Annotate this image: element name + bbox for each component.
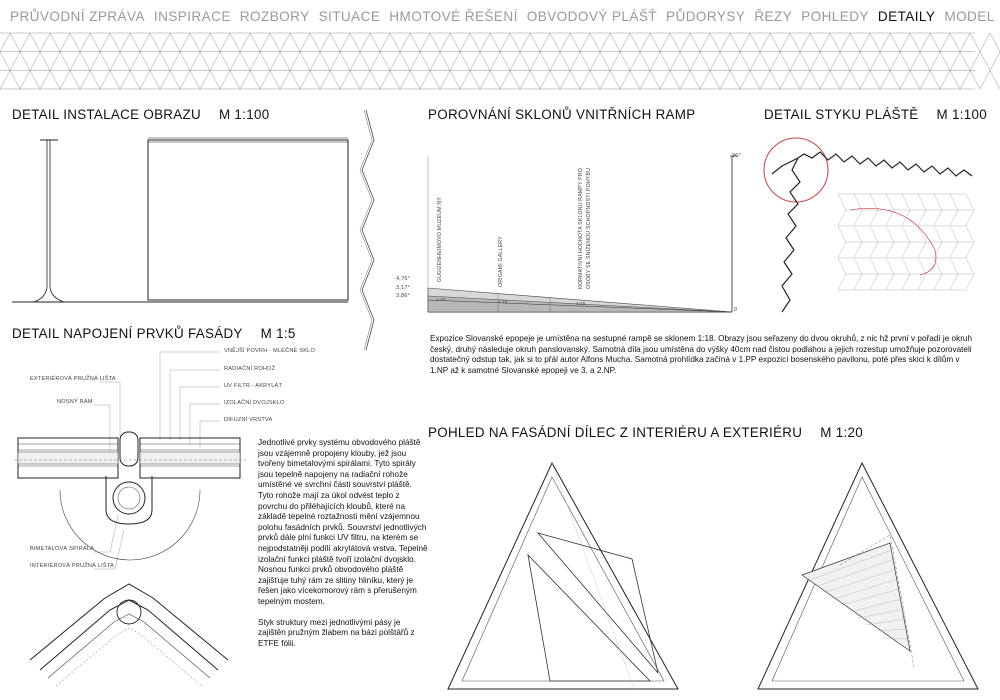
ramp-ratio-3: 1:15 <box>576 301 586 306</box>
label-vnejsi-povrch: VNĚJŠÍ POVRH - MLÉČNÉ SKLO <box>224 348 315 354</box>
ramp-ratio-2: 1:18 <box>498 299 508 304</box>
label-uv-filtr: UV FILTR - AKRYLÁT <box>224 383 283 389</box>
label-izolacni-dvojsklo: IZOLAČNÍ DVOJSKLO <box>224 400 285 406</box>
nav-item-rozbory[interactable]: ROZBORY <box>239 9 310 24</box>
slope-label-1: 4,76° <box>396 276 411 282</box>
angle-0-label: 0 <box>734 307 738 313</box>
shell-joint-drawing <box>760 130 980 320</box>
slope-label-2: 3,17° <box>396 285 411 291</box>
nav-item-pruvodni-zprava[interactable]: PRŮVODNÍ ZPRÁVA <box>10 9 145 24</box>
nav-item-inspirace[interactable]: INSPIRACE <box>153 9 231 24</box>
facade-panel-triangles <box>440 455 980 695</box>
ramp-label-guggenheim: GUGGENHEIMOVO MUZEUM NY <box>437 196 443 282</box>
nav-item-detaily[interactable]: DETAILY <box>877 9 936 24</box>
title-pohled-na-fasadni-dilec: POHLED NA FASÁDNÍ DÍLEC Z INTERIÉRU A EXTERIÉRU M 1:20 <box>428 425 863 440</box>
ramp-label-normativ-2: OSOBY SE SNÍŽENOU SCHOPNOSTÍ POHYBU <box>586 167 592 289</box>
title-porovnani-sklonu: POROVNÁNÍ SKLONŮ VNITŘNÍCH RAMP <box>428 107 696 122</box>
nav-item-obvodovy-plast[interactable]: OBVODOVÝ PLÁŠŤ <box>526 9 658 24</box>
title-detail-styku-plaste: DETAIL STYKU PLÁŠTĚ M 1:100 <box>764 107 988 122</box>
nav-item-hmotove-reseni[interactable]: HMOTOVÉ ŘEŠENÍ <box>389 9 518 24</box>
angle-90-label: 90° <box>732 153 742 159</box>
slope-label-3: 3,86° <box>396 293 411 299</box>
facade-paragraph-2: Nosnou funkci prvků obvodového pláště zajišťuje tuhý rám ze slitiny hliníku, který je řešen jako vícekomorový rám s přerušeným tepelným mostem. <box>258 565 417 606</box>
label-nosny-ram: NOSNÝ RÁM <box>57 399 93 405</box>
nav-item-pohledy[interactable]: POHLEDY <box>801 9 869 24</box>
label-radiacni-rohoz: RADIAČNÍ ROHOŽ <box>224 366 276 372</box>
label-exterierova-lista: EXTERIÉROVÁ PRUŽNÁ LIŠTA <box>30 376 116 382</box>
ramp-label-normativ-1: NORMATIVNÍ HODNOTA SKLONU RAMPY PRO <box>578 167 584 289</box>
ramp-label-origami: ORIGAMI GALLERY <box>498 236 504 287</box>
facade-paragraph-1: Jednotlivé prvky systému obvodového pláště jsou vzájemně propojeny klouby, jež jsou tvořeny bimetalovými spirálami. Tyto spirály jsou tepelně napojeny na radiační rohože umístěné ve svrchní části souvrství pláště. Tyto rohože mají za úkol odvést teplo z povrchu do přiléhajících kloubů, které na základě tepelné roztažnosti mění vzájemnou polohu fasádních prvků. Souvrství jednotlivých prvků dále plní funkci UV filtru, na kterém se nejpodstatněji podílí akrylátová vrstva. Tepelně izolační funkci pláště tvoří izolační dvojsklo. <box>258 438 428 564</box>
ramp-ratio-1: 1:20 <box>436 297 446 302</box>
top-navigation <box>10 9 1000 29</box>
nav-item-pudorysy[interactable]: PŮDORYSY <box>666 9 746 24</box>
title-detail-instalace-obrazu: DETAIL INSTALACE OBRAZU M 1:100 <box>12 107 270 122</box>
facade-joint-drawing <box>0 340 260 700</box>
triangle-pattern-band <box>0 33 975 89</box>
label-interierova-lista: INTERIÉROVÁ PRUŽNÁ LIŠTA <box>30 563 114 569</box>
title-detail-napojeni-prvku: DETAIL NAPOJENÍ PRVKŮ FASÁDY M 1:5 <box>12 326 296 341</box>
nav-item-rezy[interactable]: ŘEZY <box>754 9 793 24</box>
label-difuzni-vrstva: DIFUZNÍ VRSTVA <box>224 417 273 423</box>
facade-description-text <box>258 438 428 649</box>
painting-installation-drawing <box>0 130 380 330</box>
facade-paragraph-3: Styk struktury mezi jednotlivými pásy je zajištěn pružným žlabem na bázi polštářů z ETFE fólii. <box>258 617 415 648</box>
nav-item-situace[interactable]: SITUACE <box>318 9 381 24</box>
label-bimetalova-spirala: BIMETALOVÁ SPIRÁLA <box>30 546 95 552</box>
ramp-description-text: Expozice Slovanské epopeje je umístěna na sestupné rampě se sklonem 1:18. Obrazy jsou seřazeny do dvou okruhů, z nic hž první v pořadí je okruh český, druhý následuje okruh panslovanský. Samotná díla jsou umístěna do výšky 40cm nad čistou podlahou a jejich rozestup umožňuje pozorovateli dostatečný odstup tak, jak si to přál autor Alfons Mucha. Samotná prohlídka začíná v 1.PP expozicí bosenského pavilonu, poté přes skici k dílům v 1.NP až k samotné Slovanské epopeji ve 3. a 2.NP. <box>430 334 973 375</box>
nav-item-model[interactable]: MODEL <box>944 9 995 24</box>
